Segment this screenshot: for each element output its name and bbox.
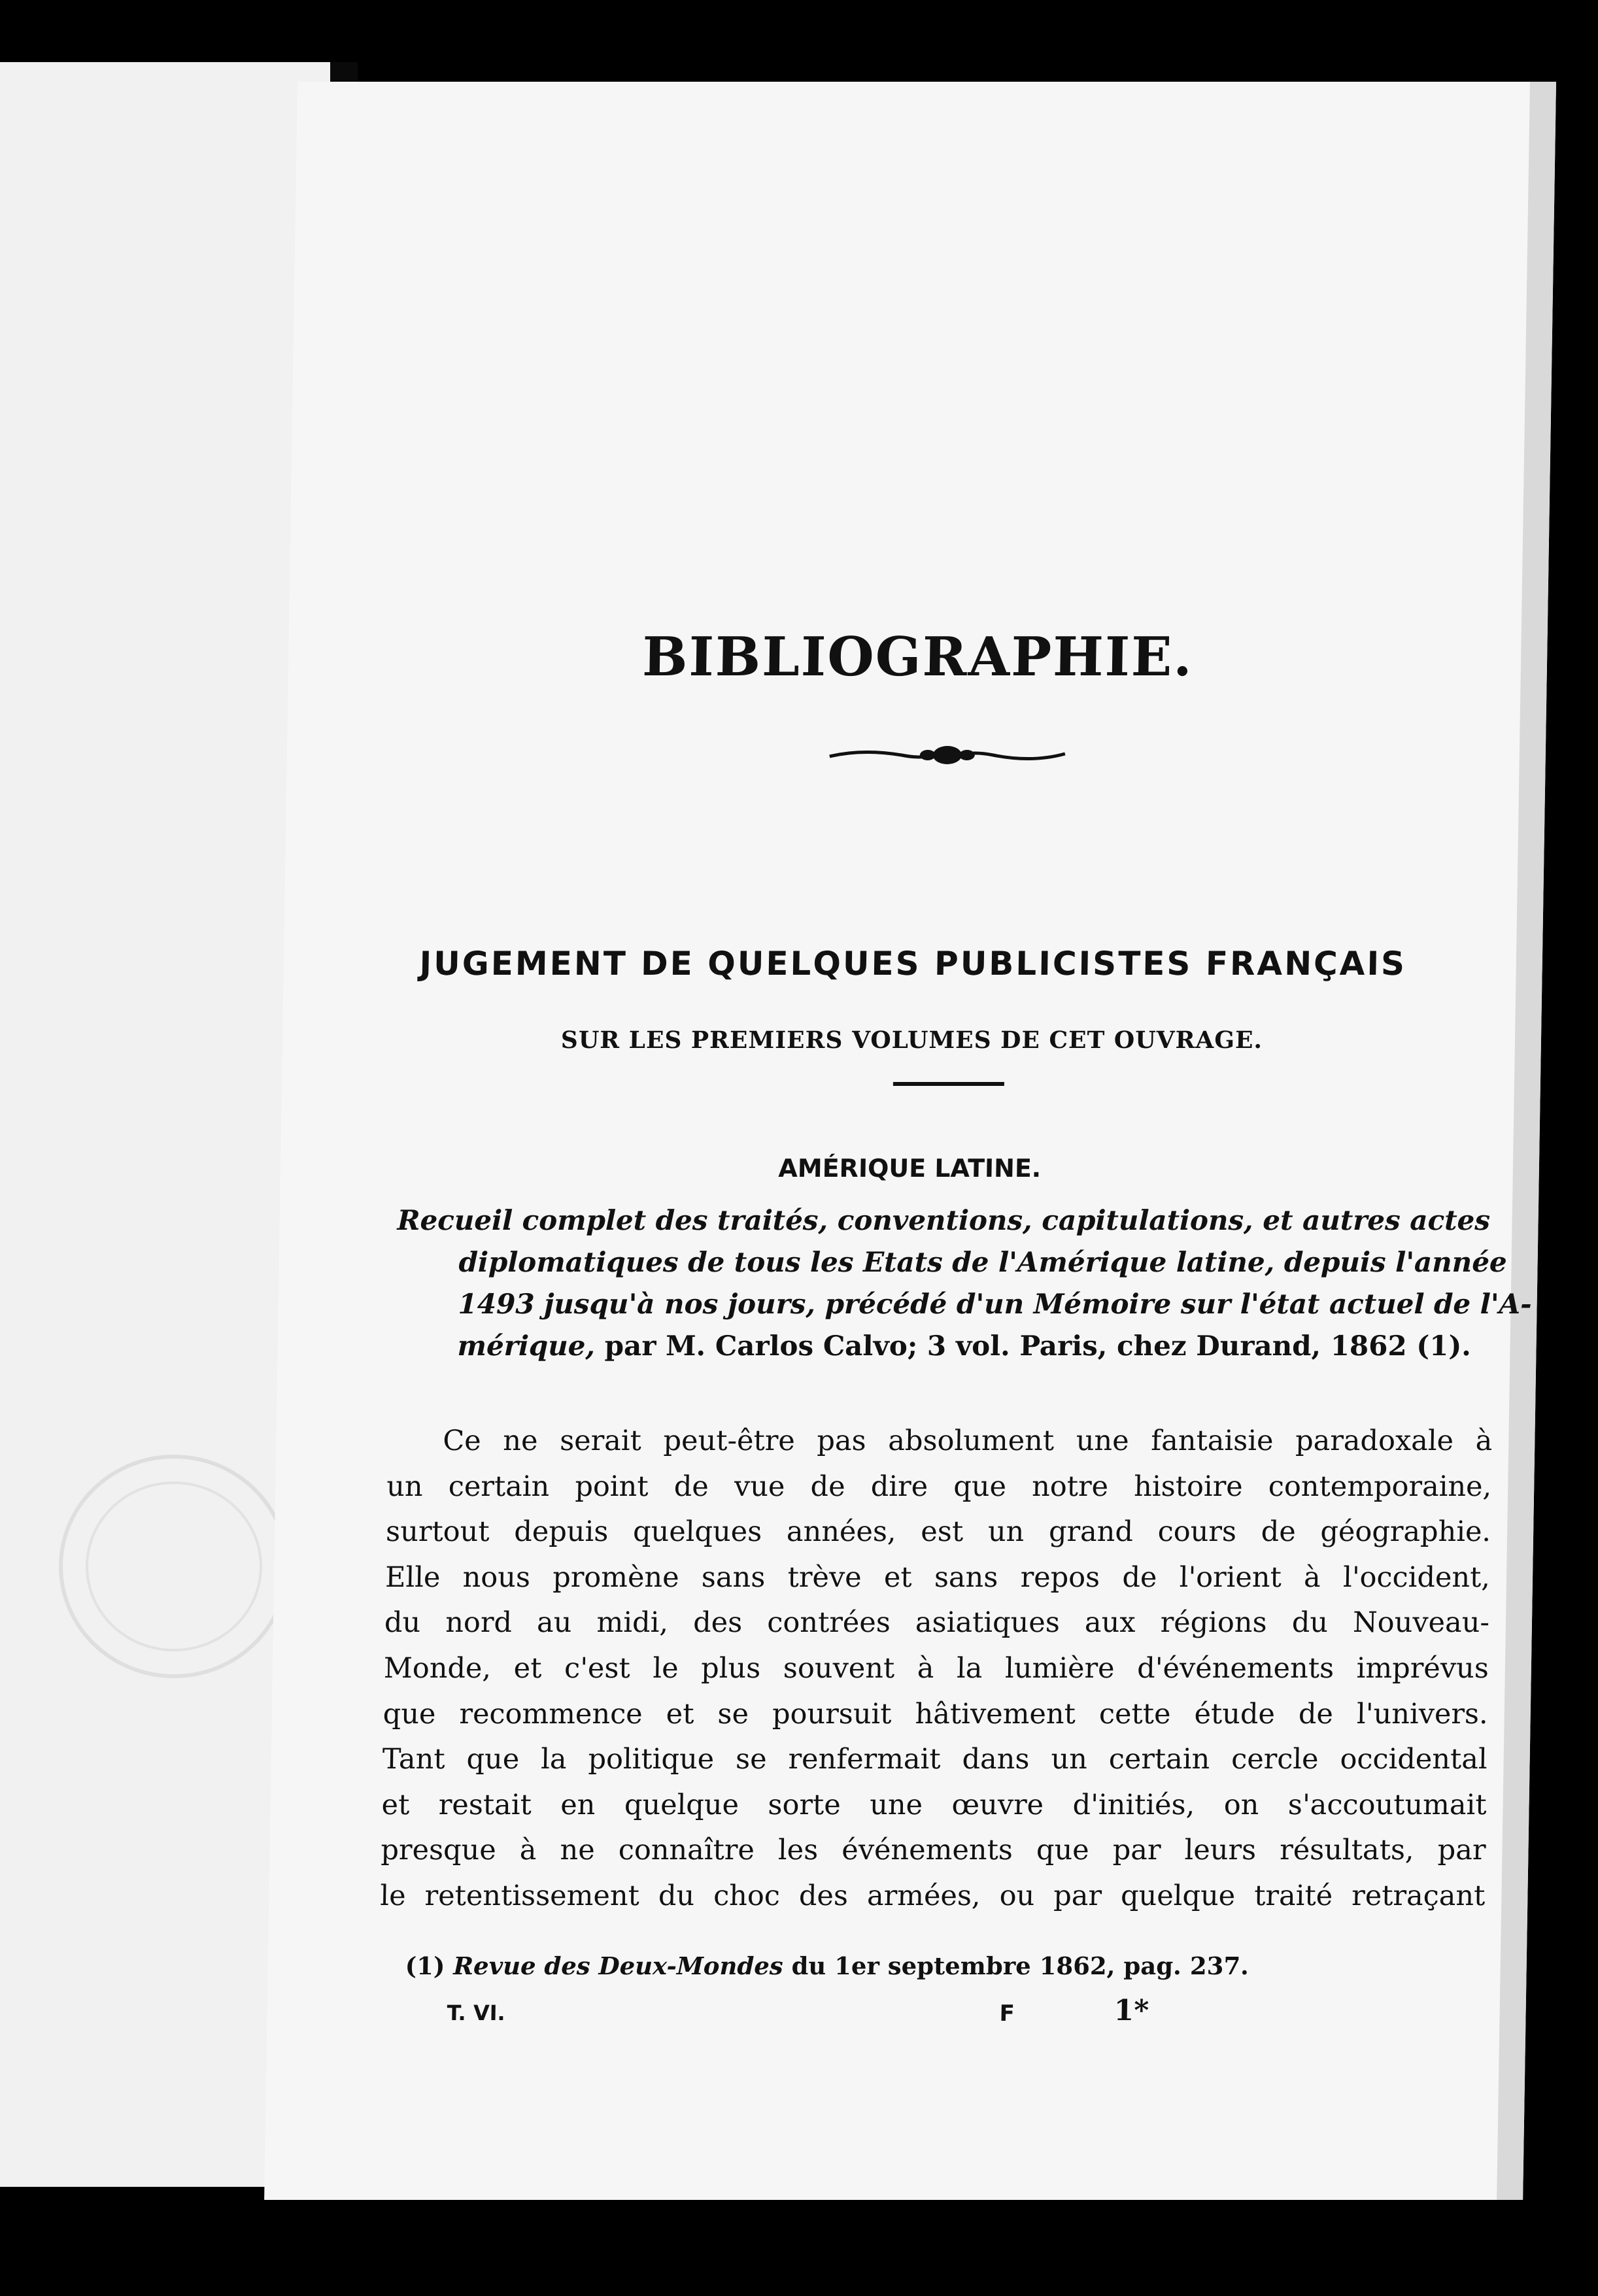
body-line: Tant que la politique se renfermait dans un certain cercle occidental [382,1743,1488,1776]
body-line: surtout depuis quelques années, est un grand cours de géographie. [385,1515,1491,1549]
body-line: Ce ne serait peut-être pas absolument une fantaisie paradoxale à [442,1425,1493,1457]
citation-italic: mérique, [457,1330,596,1362]
page-title: BIBLIOGRAPHIE. [641,626,1194,688]
page-content [264,82,1556,2200]
body-line: un certain point de vue de dire que notre histoire contemporaine, [386,1470,1492,1503]
body-line: presque à ne connaître les événements que par leurs résultats, par [381,1834,1486,1867]
footnote [405,1951,1484,1980]
right-page [264,82,1556,2200]
footnote-journal: Revue des Deux-Mondes [453,1951,784,1980]
section-heading: JUGEMENT DE QUELQUES PUBLICISTES FRANÇAIS [419,945,1407,983]
ornament-flourish [823,735,1072,775]
footnote-text: du 1er septembre 1862, pag. 237. [783,1951,1250,1980]
subsection-title: AMÉRIQUE LATINE. [778,1154,1042,1183]
citation-line: Recueil complet des traités, conventions, capitulations, et autres actes [397,1204,1491,1236]
citation-line: diplomatiques de tous les Etats de l'Amérique latine, depuis l'année [458,1246,1508,1278]
book-citation [395,1200,1533,1367]
citation-publisher: par M. Carlos Calvo; 3 vol. Paris, chez Durand, 1862 (1). [594,1330,1472,1362]
body-line: et restait en quelque sorte une œuvre d'initiés, on s'accoutumait [381,1788,1487,1821]
body-text [380,1419,1493,1919]
footnote-marker: (1) [405,1951,454,1980]
body-line: du nord au midi, des contrées asiatiques aux régions du Nouveau- [384,1606,1490,1640]
body-line: Elle nous promène sans trève et sans repos de l'orient à l'occident, [384,1561,1491,1594]
section-subheading: SUR LES PREMIERS VOLUMES DE CET OUVRAGE. [560,1026,1263,1054]
signature-letter: F [999,2001,1015,2027]
signature-volume: T. VI. [447,2001,505,2025]
library-stamp [59,1455,289,1678]
body-line: que recommence et se poursuit hâtivement cette étude de l'univers. [382,1697,1489,1730]
body-line: Monde, et c'est le plus souvent à la lumière d'événements imprévus [383,1651,1489,1685]
divider-rule [893,1082,1004,1086]
citation-line: 1493 jusqu'à nos jours, précédé d'un Mémoire sur l'état actuel de l'A- [458,1288,1533,1320]
signature-number: 1* [1114,1994,1149,2027]
citation-line [395,1325,1484,1367]
body-line: le retentissement du choc des armées, ou par quelque traité retraçant [380,1879,1486,1912]
